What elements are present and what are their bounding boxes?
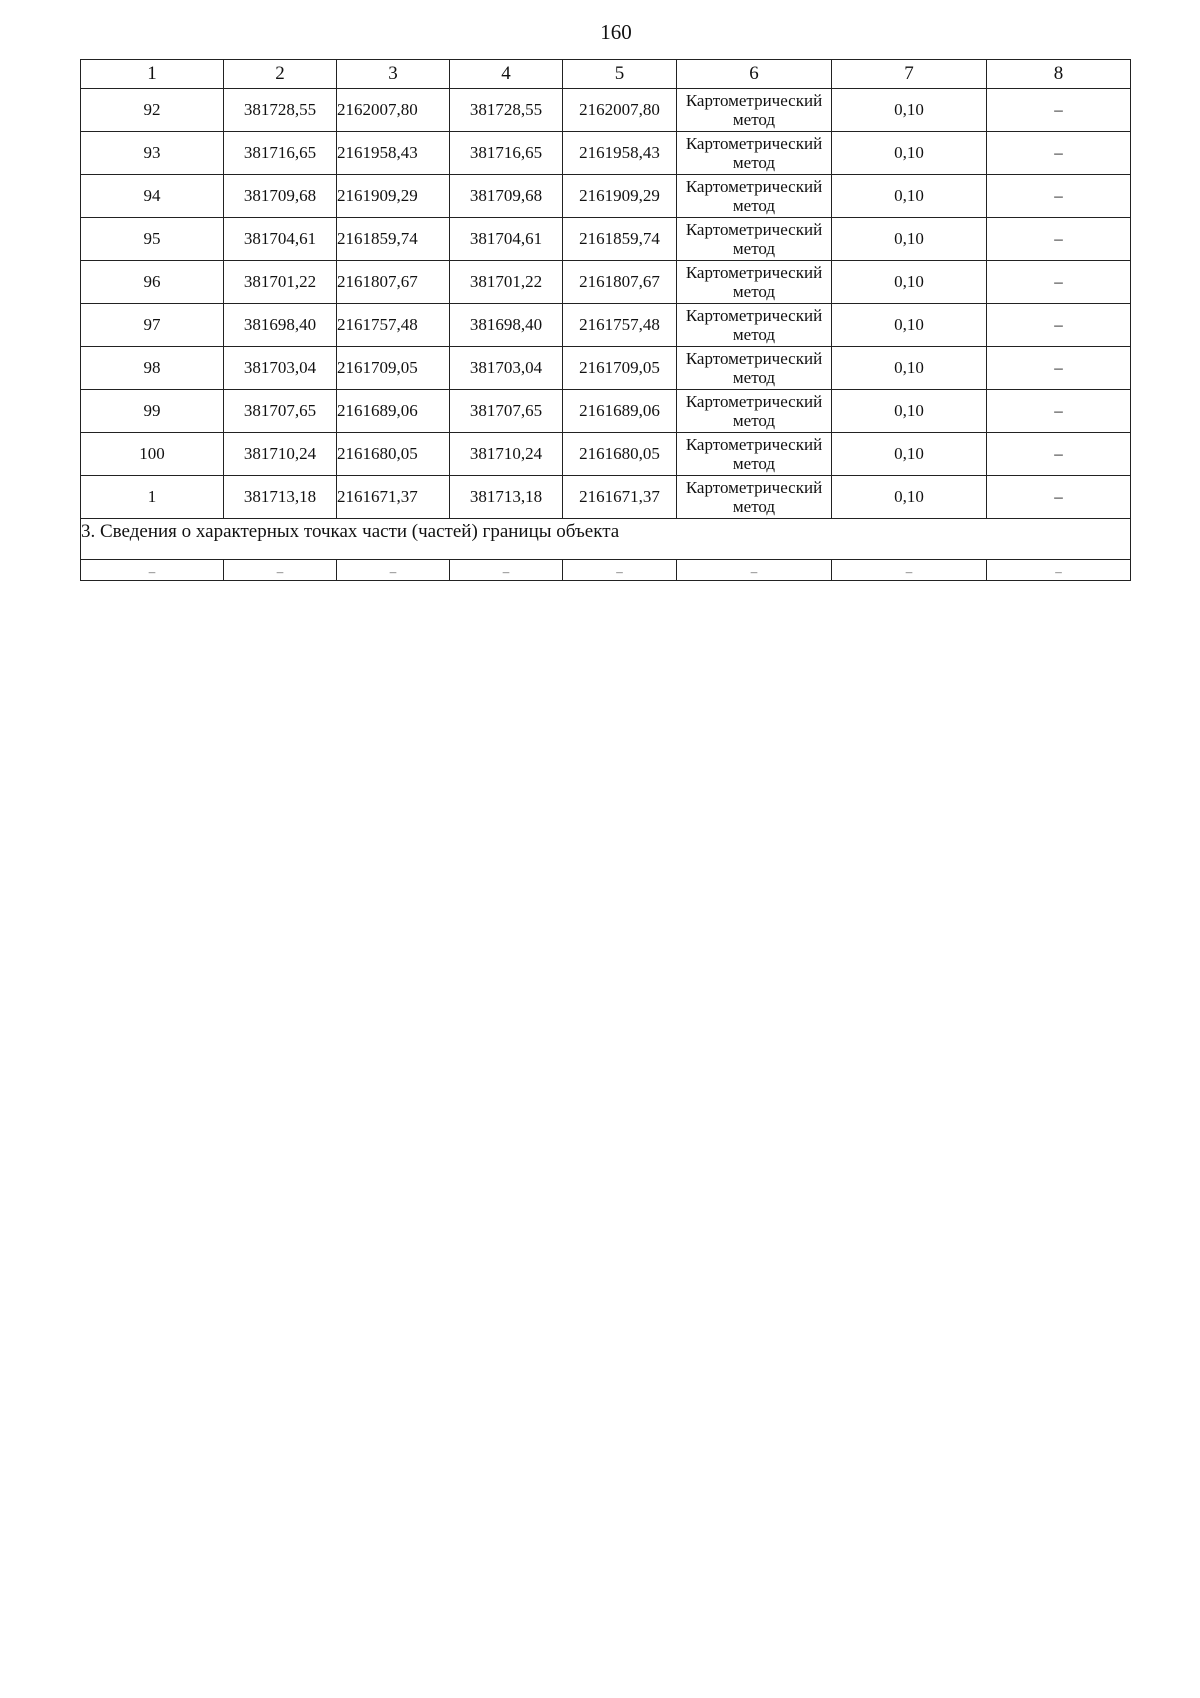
column-number: 2 <box>224 60 337 89</box>
table-row <box>81 476 1131 519</box>
method-cell <box>677 89 832 132</box>
coordinate-y-new: 2162007,80 <box>563 89 677 132</box>
table-row <box>81 175 1131 218</box>
table-row <box>81 304 1131 347</box>
precision-value: 0,10 <box>832 304 987 347</box>
section-3-title: 3. Сведения о характерных точках части (частей) границы объекта <box>81 519 1131 560</box>
coordinate-x-new: 381703,04 <box>450 347 563 390</box>
method-text: метод <box>732 454 776 473</box>
coordinate-y-existing: 2162007,80 <box>337 89 450 132</box>
coordinate-x-existing: 381704,61 <box>224 218 337 261</box>
point-number: 98 <box>81 347 224 390</box>
coordinate-y-existing: 2161709,05 <box>337 347 450 390</box>
coordinate-x-existing: 381728,55 <box>224 89 337 132</box>
coordinate-x-existing: 381698,40 <box>224 304 337 347</box>
method-text: Картометрический <box>685 134 823 153</box>
empty-cell: – <box>677 560 832 581</box>
table-row <box>81 89 1131 132</box>
precision-value: 0,10 <box>832 175 987 218</box>
description-value: – <box>987 132 1131 175</box>
method-text: Картометрический <box>685 263 823 282</box>
point-number: 92 <box>81 89 224 132</box>
table-row <box>81 390 1131 433</box>
empty-cell: – <box>987 560 1131 581</box>
method-text: метод <box>732 153 776 172</box>
description-value: – <box>987 304 1131 347</box>
coordinate-x-new: 381707,65 <box>450 390 563 433</box>
coordinate-x-existing: 381709,68 <box>224 175 337 218</box>
coordinate-y-new: 2161671,37 <box>563 476 677 519</box>
empty-cell: – <box>832 560 987 581</box>
coordinate-x-new: 381698,40 <box>450 304 563 347</box>
table-row <box>81 433 1131 476</box>
method-cell <box>677 347 832 390</box>
point-number: 100 <box>81 433 224 476</box>
description-value: – <box>987 261 1131 304</box>
coordinate-y-existing: 2161757,48 <box>337 304 450 347</box>
method-text: метод <box>732 411 776 430</box>
point-number: 97 <box>81 304 224 347</box>
method-cell <box>677 304 832 347</box>
table-row <box>81 261 1131 304</box>
method-text: метод <box>732 239 776 258</box>
empty-cell: – <box>337 560 450 581</box>
column-number: 3 <box>337 60 450 89</box>
coordinate-x-new: 381704,61 <box>450 218 563 261</box>
precision-value: 0,10 <box>832 89 987 132</box>
point-number: 1 <box>81 476 224 519</box>
empty-cell: – <box>563 560 677 581</box>
method-text: метод <box>732 282 776 301</box>
method-text: Картометрический <box>685 177 823 196</box>
coordinate-y-new: 2161958,43 <box>563 132 677 175</box>
method-text: Картометрический <box>685 220 823 239</box>
method-cell <box>677 175 832 218</box>
point-number: 95 <box>81 218 224 261</box>
section-row <box>81 519 1131 560</box>
empty-cell: – <box>81 560 224 581</box>
method-text: Картометрический <box>685 478 823 497</box>
precision-value: 0,10 <box>832 218 987 261</box>
method-text: Картометрический <box>685 349 823 368</box>
precision-value: 0,10 <box>832 390 987 433</box>
coordinate-y-new: 2161909,29 <box>563 175 677 218</box>
empty-cell: – <box>224 560 337 581</box>
description-value: – <box>987 347 1131 390</box>
column-number: 1 <box>81 60 224 89</box>
column-number: 5 <box>563 60 677 89</box>
method-text: метод <box>732 368 776 387</box>
description-value: – <box>987 476 1131 519</box>
coordinate-x-existing: 381701,22 <box>224 261 337 304</box>
coordinate-y-new: 2161807,67 <box>563 261 677 304</box>
column-number: 7 <box>832 60 987 89</box>
precision-value: 0,10 <box>832 433 987 476</box>
coordinate-y-new: 2161757,48 <box>563 304 677 347</box>
coordinate-x-existing: 381710,24 <box>224 433 337 476</box>
description-value: – <box>987 175 1131 218</box>
coordinate-x-new: 381728,55 <box>450 89 563 132</box>
precision-value: 0,10 <box>832 132 987 175</box>
method-text: метод <box>732 110 776 129</box>
coordinate-x-existing: 381707,65 <box>224 390 337 433</box>
coordinate-y-existing: 2161807,67 <box>337 261 450 304</box>
point-number: 96 <box>81 261 224 304</box>
method-text: метод <box>732 497 776 516</box>
coordinates-table <box>80 59 1131 581</box>
coordinate-y-new: 2161709,05 <box>563 347 677 390</box>
point-number: 94 <box>81 175 224 218</box>
coordinate-y-existing: 2161859,74 <box>337 218 450 261</box>
method-cell <box>677 132 832 175</box>
empty-table-row <box>81 560 1131 581</box>
method-text: метод <box>732 325 776 344</box>
coordinate-y-existing: 2161680,05 <box>337 433 450 476</box>
method-text: Картометрический <box>685 306 823 325</box>
table-row <box>81 218 1131 261</box>
column-number: 6 <box>677 60 832 89</box>
description-value: – <box>987 89 1131 132</box>
method-cell <box>677 433 832 476</box>
coordinate-y-new: 2161859,74 <box>563 218 677 261</box>
coordinate-y-existing: 2161689,06 <box>337 390 450 433</box>
precision-value: 0,10 <box>832 476 987 519</box>
coordinate-x-new: 381701,22 <box>450 261 563 304</box>
coordinate-y-existing: 2161958,43 <box>337 132 450 175</box>
description-value: – <box>987 218 1131 261</box>
point-number: 93 <box>81 132 224 175</box>
coordinate-x-new: 381713,18 <box>450 476 563 519</box>
column-number: 4 <box>450 60 563 89</box>
coordinate-y-new: 2161689,06 <box>563 390 677 433</box>
method-cell <box>677 390 832 433</box>
empty-cell: – <box>450 560 563 581</box>
column-number-row <box>81 60 1131 89</box>
description-value: – <box>987 390 1131 433</box>
coordinate-x-new: 381709,68 <box>450 175 563 218</box>
method-cell <box>677 218 832 261</box>
method-text: Картометрический <box>685 91 823 110</box>
column-number: 8 <box>987 60 1131 89</box>
coordinate-y-existing: 2161909,29 <box>337 175 450 218</box>
table-row <box>81 132 1131 175</box>
method-cell <box>677 476 832 519</box>
coordinate-y-existing: 2161671,37 <box>337 476 450 519</box>
point-number: 99 <box>81 390 224 433</box>
precision-value: 0,10 <box>832 261 987 304</box>
coordinate-x-existing: 381713,18 <box>224 476 337 519</box>
table-row <box>81 347 1131 390</box>
method-text: Картометрический <box>685 435 823 454</box>
coordinate-x-new: 381710,24 <box>450 433 563 476</box>
coordinate-y-new: 2161680,05 <box>563 433 677 476</box>
page-number: 160 <box>600 20 632 44</box>
coordinate-x-existing: 381716,65 <box>224 132 337 175</box>
method-cell <box>677 261 832 304</box>
coordinate-x-new: 381716,65 <box>450 132 563 175</box>
method-text: метод <box>732 196 776 215</box>
method-text: Картометрический <box>685 392 823 411</box>
coordinate-x-existing: 381703,04 <box>224 347 337 390</box>
description-value: – <box>987 433 1131 476</box>
precision-value: 0,10 <box>832 347 987 390</box>
